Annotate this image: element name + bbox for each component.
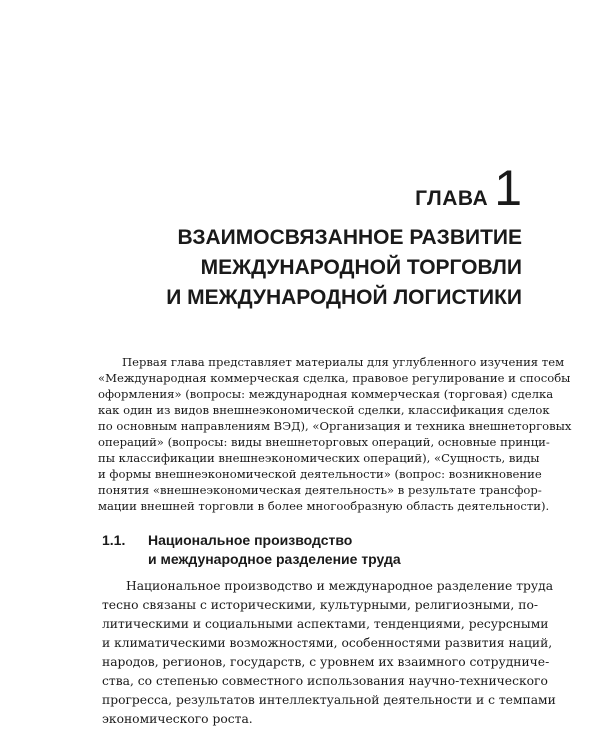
section-title-line: Национальное производство [148,532,353,548]
intro-line: «Международная коммерческая сделка, правовое регулирование и способы [98,371,571,385]
chapter-number: 1 [494,160,522,216]
intro-line: как один из видов внешнеэкономической сделки, классификация сделок [98,403,550,417]
chapter-label: ГЛАВА [415,187,489,210]
intro-line: мации внешней торговли в более многообразную область деятельности). [98,499,550,513]
section-number: 1.1. [102,532,126,548]
body-line: и климатическими возможностями, особенностями развития наций, [102,636,553,650]
chapter-intro-paragraph [98,354,572,514]
body-line: народов, регионов, государств, с уровнем их взаимного сотрудниче- [102,655,550,669]
intro-line: пы классификации внешнеэкономических операций), «Сущность, виды [98,451,540,465]
chapter-title-line: МЕЖДУНАРОДНОЙ ТОРГОВЛИ [200,256,522,279]
chapter-title [102,223,522,313]
chapter-title-line: И МЕЖДУНАРОДНОЙ ЛОГИСТИКИ [166,286,522,309]
intro-line: Первая глава представляет материалы для углубленного изучения тем [122,355,565,369]
body-line: прогресса, результатов интеллектуальной деятельности и с темпами [102,693,556,707]
intro-line: по основным направлениям ВЭД), «Организация и техника внешнеторговых [98,419,572,433]
body-line: экономического роста. [102,712,253,726]
chapter-heading [415,160,522,216]
intro-line: и формы внешнеэкономической деятельности» (вопрос: возникновение [98,467,542,481]
body-line: Национальное производство и международное разделение труда [126,579,554,593]
body-line: тесно связаны с историческими, культурными, религиозными, по- [102,598,538,612]
body-line: ства, со степенью совместного использования научно-технического [102,674,548,688]
intro-line: операций» (вопросы: виды внешнеторговых операций, основные принци- [98,435,550,449]
intro-line: оформления» (вопросы: международная коммерческая (торговая) сделка [98,387,554,401]
section-title-line: и международное разделение труда [148,551,401,567]
section-title [148,531,401,569]
body-line: литическими и социальными аспектами, тенденциями, ресурсными [102,617,549,631]
chapter-title-line: ВЗАИМОСВЯЗАННОЕ РАЗВИТИЕ [177,226,522,249]
intro-line: понятия «внешнеэкономическая деятельность» в результате трансфор- [98,483,542,497]
section-heading [102,531,401,569]
section-body-paragraph [102,577,556,729]
